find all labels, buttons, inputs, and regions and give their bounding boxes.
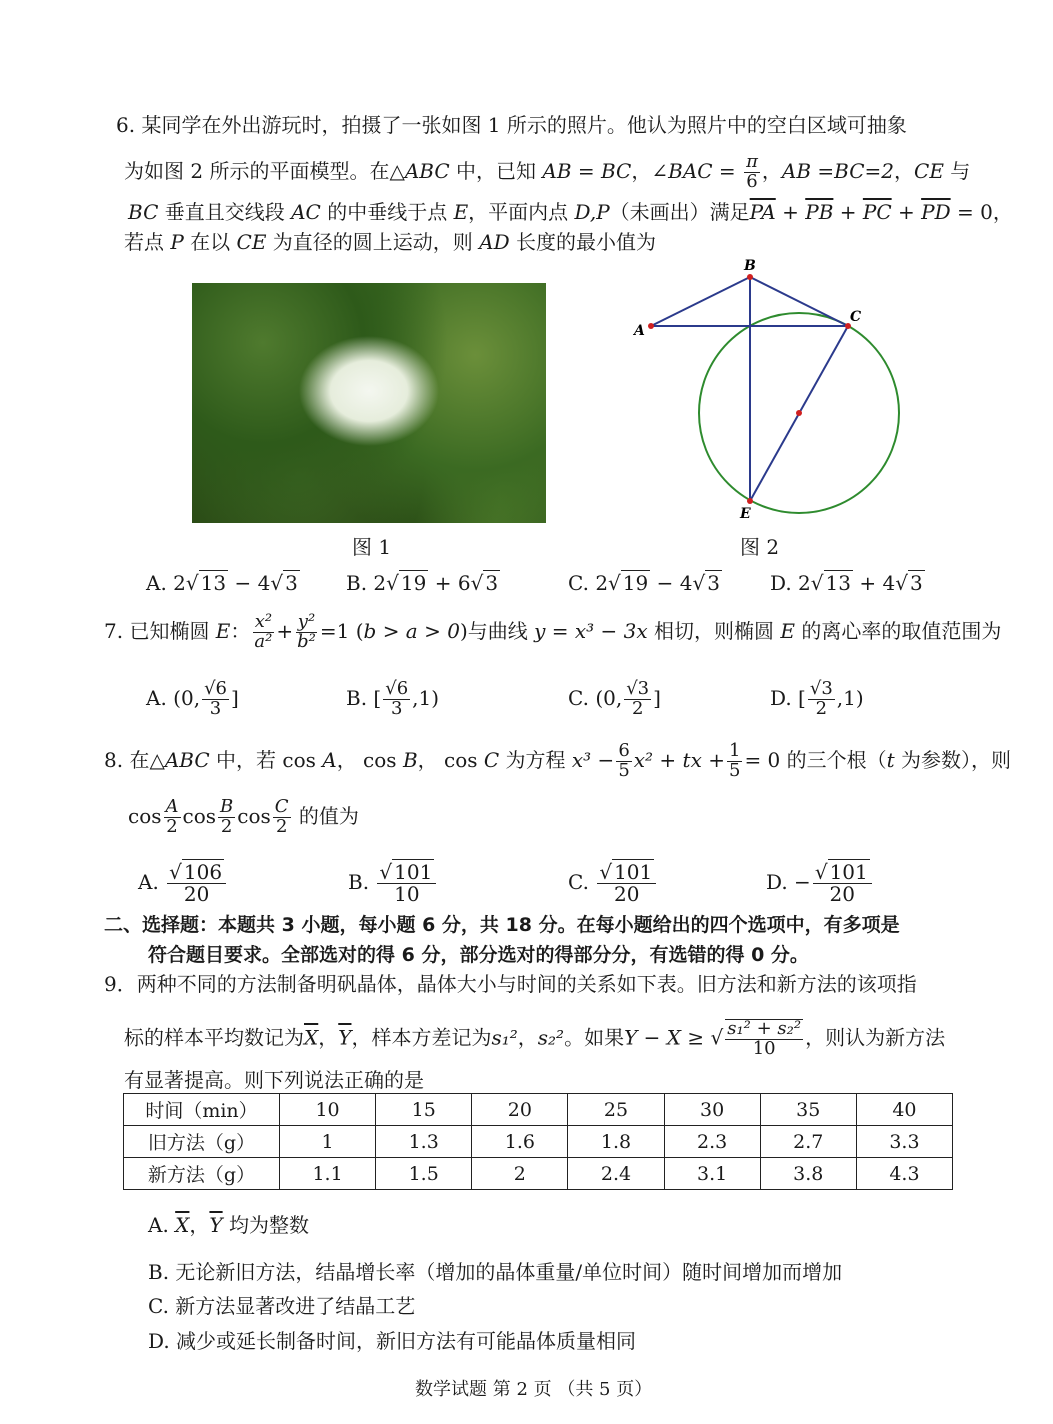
vector-pb: $\overline{PB}$	[805, 200, 834, 224]
figure-1-caption: 图 1	[352, 535, 392, 559]
x2-over-a2: $\frac{\text{x²}}{\text{a²}}$	[254, 611, 273, 652]
figure-2-diagram	[620, 255, 930, 525]
q9-line-1: 9．两种不同的方法制备明矾晶体，晶体大小与时间的关系如下表。旧方法和新方法的该项指	[104, 972, 917, 996]
point-a	[648, 323, 654, 329]
q6-option-c: C. 2√ 19 − 4√ 3	[568, 571, 720, 595]
point-e	[747, 498, 753, 504]
segment-ab	[651, 277, 750, 326]
label-e: E	[740, 506, 751, 522]
table-row: 时间（min） 10 15 20 25 30 35 40	[124, 1094, 953, 1126]
q8-expression: cos $\frac{A}{2}$ cos $\frac{B}{2}$ cos $\frac{C}{2}$ 的值为	[128, 796, 359, 837]
q9-option-a: A. $\overline{X}$，$\overline{Y}$ 均为整数	[148, 1213, 309, 1237]
circle-center	[796, 410, 802, 416]
table-row: 新方法（g） 1.1 1.5 2 2.4 3.1 3.8 4.3	[124, 1158, 953, 1190]
figure-2-caption: 图 2	[740, 535, 780, 559]
q7-stem: 7. 已知椭圆 E： $\frac{\text{x²}}{\text{a²}}$ + $\frac{\text{y²}}{\text{b²}}$ =1 (b > a > 0)与曲线 y = x³ − 3x 相切，则椭圆 E 的离心率的取值范围为	[104, 611, 1002, 652]
q9-option-d: D. 减少或延长制备时间，新旧方法有可能晶体质量相同	[148, 1329, 637, 1353]
q8-option-d: D. − $\frac{√ 101}{20}$	[766, 862, 874, 905]
pi-over-6-fraction: $\frac{\pi}{6}$	[746, 151, 758, 192]
section-2-heading-line-1: 二、选择题：本题共 3 小题，每小题 6 分，共 18 分。在每小题给出的四个选项中，有多项是	[104, 914, 900, 936]
crystal-data-table	[123, 1093, 953, 1190]
q8-stem: 8. 在△ABC 中，若 cos A， cos B， cos C 为方程 x³ − $\frac{6}{5}$ x² + tx + $\frac{1}{5}$ = 0 的三个根（t 为参数），则	[104, 740, 1012, 781]
q6-option-d: D. 2√ 13 + 4√ 3	[770, 571, 923, 595]
figure-1-photo	[192, 283, 546, 523]
label-c: C	[850, 309, 862, 325]
y2-over-b2: $\frac{\text{y²}}{\text{b²}}$	[297, 611, 316, 652]
label-b: B	[744, 258, 756, 274]
point-b	[747, 274, 753, 280]
q6-option-b: B. 2√ 19 + 6√ 3	[346, 571, 499, 595]
section-2-heading-line-2: 符合题目要求。全部选对的得 6 分，部分选对的得部分分，有选错的得 0 分。	[148, 944, 809, 966]
q6-line-1: 6. 某同学在外出游玩时，拍摄了一张如图 1 所示的照片。他认为照片中的空白区域可抽象	[116, 113, 907, 137]
q7-option-b: B. [ $\frac{√6}{3}$ ,1)	[346, 678, 440, 719]
vector-pa: $\overline{PA}$	[749, 200, 776, 224]
q6-line-2: 为如图 2 所示的平面模型。在△ABC 中，已知 AB = BC，∠BAC = $\frac{\pi}{6}$ ，AB =BC=2，CE 与	[124, 151, 971, 192]
q9-line-3: 有显著提高。则下列说法正确的是	[124, 1068, 424, 1092]
table-row: 旧方法（g） 1 1.3 1.6 1.8 2.3 2.7 3.3	[124, 1126, 953, 1158]
label-a: A	[634, 323, 645, 339]
q6-line-4: 若点 P 在以 CE 为直径的圆上运动，则 AD 长度的最小值为	[124, 230, 657, 254]
q9-option-c: C. 新方法显著改进了结晶工艺	[148, 1294, 416, 1318]
q8-option-c: C. $\frac{√ 101}{20}$	[568, 862, 658, 905]
vector-pd: $\overline{PD}$	[921, 200, 951, 224]
q8-option-a: A. $\frac{√ 106}{20}$	[138, 862, 228, 905]
q9-option-b: B. 无论新旧方法，结晶增长率（增加的晶体重量/单位时间）随时间增加而增加	[148, 1260, 843, 1284]
q7-option-c: C. (0, $\frac{√3}{2}$ ]	[568, 678, 661, 719]
q8-option-b: B. $\frac{√ 101}{10}$	[348, 862, 438, 905]
vector-pc: $\overline{PC}$	[862, 200, 892, 224]
q7-option-a: A. (0, $\frac{√6}{3}$ ]	[146, 678, 239, 719]
page-footer: 数学试题 第 2 页 （共 5 页）	[415, 1379, 653, 1400]
q6-line-3: BC 垂直且交线段 AC 的中垂线于点 E，平面内点 D,P（未画出）满足$\overline{PA} + \overline{PB} + \overline{PC} + \overline{PD} = 0$，	[128, 200, 1013, 224]
q9-line-2: 标的样本平均数记为$\overline{X}$，$\overline{Y}$，样本方差记为s₁²，s₂²。如果Y − X ≥ √ $\frac{\text{s₁² + s₂²}}{10}$ ，则认为新方法	[124, 1018, 946, 1059]
q6-option-a: A. 2√ 13 − 4√ 3	[146, 571, 298, 595]
q7-option-d: D. [ $\frac{√3}{2}$ ,1)	[770, 678, 864, 719]
